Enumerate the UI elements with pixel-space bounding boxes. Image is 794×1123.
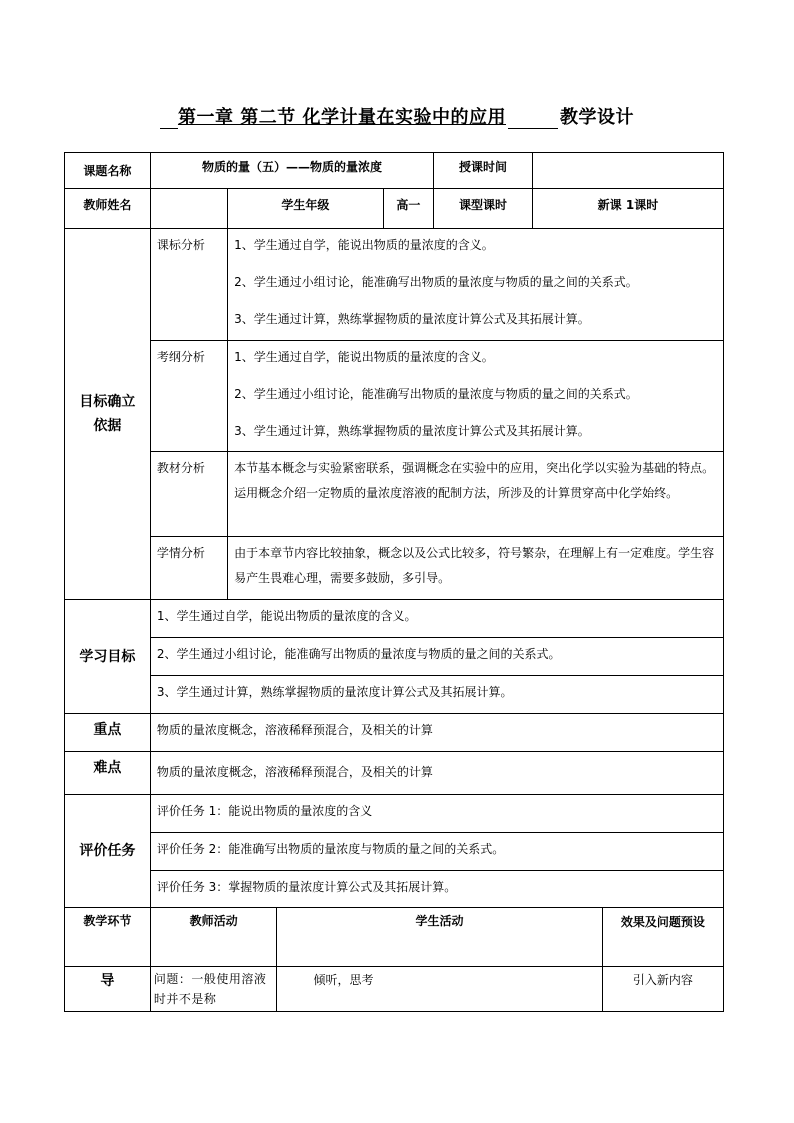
process-effect: 引入新内容 [602, 967, 723, 1012]
key-point-label: 重点 [65, 714, 151, 752]
goal-item: 3、学生通过计算，熟练掌握物质的量浓度计算公式及其拓展计算。 [150, 676, 723, 714]
basis-line: 2、学生通过小组讨论，能准确写出物质的量浓度与物质的量之间的关系式。 [234, 387, 638, 401]
type-label: 课型课时 [434, 189, 533, 229]
basis-section-label: 课标分析 [150, 229, 227, 341]
basis-section-label: 考纲分析 [150, 341, 227, 452]
topic-label: 课题名称 [65, 153, 151, 189]
basis-line: 1、学生通过自学，能说出物质的量浓度的含义。 [234, 350, 494, 364]
basis-section-content [228, 229, 724, 341]
title-chapter: 第一章 第二节 化学计量在实验中的应用 [177, 107, 507, 128]
difficulty-text: 物质的量浓度概念，溶液稀释预混合，及相关的计算 [150, 752, 723, 795]
basis-label-text: 目标确立依据 [79, 394, 136, 434]
document-title [0, 103, 794, 129]
basis-line: 3、学生通过计算，熟练掌握物质的量浓度计算公式及其拓展计算。 [234, 424, 590, 438]
evaluation-item: 评价任务 1：能说出物质的量浓度的含义 [150, 795, 723, 833]
title-underline-lead [160, 112, 178, 129]
grade-label: 学生年级 [228, 189, 384, 229]
grade-value: 高一 [383, 189, 433, 229]
process-teacher-activity: 问题：一般使用溶液时并不是称 [150, 967, 277, 1012]
process-header-stage: 教学环节 [65, 908, 151, 967]
process-header-teacher: 教师活动 [150, 908, 277, 967]
goal-item: 2、学生通过小组讨论，能准确写出物质的量浓度与物质的量之间的关系式。 [150, 638, 723, 676]
evaluation-item: 评价任务 3：掌握物质的量浓度计算公式及其拓展计算。 [150, 871, 723, 908]
difficulty-label: 难点 [65, 752, 151, 795]
process-header-student: 学生活动 [277, 908, 602, 967]
evaluation-item: 评价任务 2：能准确写出物质的量浓度与物质的量之间的关系式。 [150, 833, 723, 871]
basis-section-label: 学情分析 [150, 537, 227, 600]
process-header-effect: 效果及问题预设 [602, 908, 723, 967]
teacher-value [150, 189, 227, 229]
evaluation-label: 评价任务 [65, 795, 151, 908]
basis-section-content [228, 341, 724, 452]
basis-line: 3、学生通过计算，熟练掌握物质的量浓度计算公式及其拓展计算。 [234, 312, 590, 326]
process-student-activity: 倾听，思考 [277, 967, 602, 1012]
basis-label [65, 229, 151, 600]
basis-section-label: 教材分析 [150, 452, 227, 537]
type-value: 新课 1课时 [532, 189, 723, 229]
process-stage: 导 [65, 967, 151, 1012]
title-suffix: 教学设计 [560, 107, 635, 128]
time-value [532, 153, 723, 189]
goals-label: 学习目标 [65, 600, 151, 714]
key-point-text: 物质的量浓度概念，溶液稀释预混合，及相关的计算 [150, 714, 723, 752]
basis-line: 1、学生通过自学，能说出物质的量浓度的含义。 [234, 238, 494, 252]
basis-section-text: 本节基本概念与实验紧密联系，强调概念在实验中的应用，突出化学以实验为基础的特点。运用概念介绍一定物质的量浓度溶液的配制方法，所涉及的计算贯穿高中化学始终。 [228, 452, 724, 537]
basis-section-text: 由于本章节内容比较抽象，概念以及公式比较多，符号繁杂，在理解上有一定难度。学生容易产生畏难心理，需要多鼓励，多引导。 [228, 537, 724, 600]
title-underline-blank [508, 112, 558, 129]
time-label: 授课时间 [434, 153, 533, 189]
lesson-plan-table [64, 152, 724, 1012]
goal-item: 1、学生通过自学，能说出物质的量浓度的含义。 [150, 600, 723, 638]
basis-line: 2、学生通过小组讨论，能准确写出物质的量浓度与物质的量之间的关系式。 [234, 275, 638, 289]
teacher-label: 教师姓名 [65, 189, 151, 229]
topic-value: 物质的量（五）——物质的量浓度 [150, 153, 433, 189]
